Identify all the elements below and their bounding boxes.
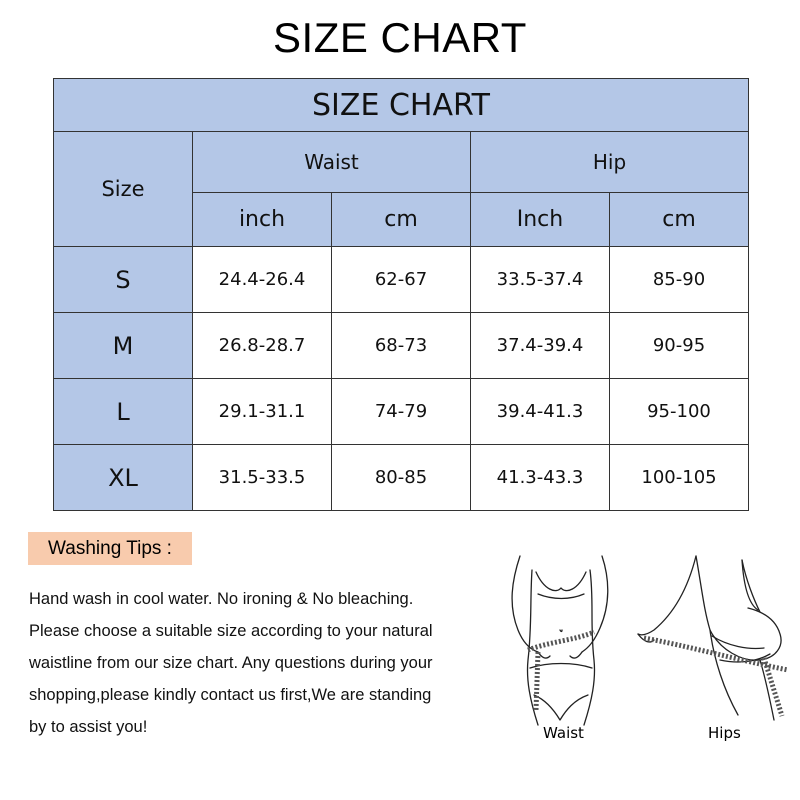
table-row bbox=[54, 445, 749, 511]
waist-inch-cell: 26.8-28.7 bbox=[193, 313, 332, 379]
waist-group-header: Waist bbox=[193, 132, 471, 193]
measurement-illustration bbox=[498, 550, 798, 750]
hips-label: Hips bbox=[708, 724, 741, 742]
table-row bbox=[54, 313, 749, 379]
hip-cm-cell: 100-105 bbox=[610, 445, 749, 511]
waist-inch-cell: 24.4-26.4 bbox=[193, 247, 332, 313]
hip-inch-cell: 41.3-43.3 bbox=[471, 445, 610, 511]
page-title: SIZE CHART bbox=[273, 14, 527, 61]
waist-cm-cell: 80-85 bbox=[332, 445, 471, 511]
hip-inch-cell: 37.4-39.4 bbox=[471, 313, 610, 379]
hip-inch-cell: 39.4-41.3 bbox=[471, 379, 610, 445]
hip-cm-cell: 90-95 bbox=[610, 313, 749, 379]
unit-header-hip-inch: Inch bbox=[471, 193, 610, 247]
table-title: SIZE CHART bbox=[54, 79, 749, 132]
size-cell: XL bbox=[54, 445, 193, 511]
waist-label: Waist bbox=[543, 724, 584, 742]
tips-line: waistline from our size chart. Any questions during your bbox=[29, 654, 433, 672]
hips-tape-icon bbox=[644, 638, 788, 716]
table-row bbox=[54, 379, 749, 445]
tips-line: Hand wash in cool water. No ironing & No bleaching. bbox=[29, 590, 414, 608]
tips-line: Please choose a suitable size according to your natural bbox=[29, 622, 433, 640]
unit-header-waist-cm: cm bbox=[332, 193, 471, 247]
washing-tips-text bbox=[29, 583, 489, 743]
size-header: Size bbox=[54, 132, 193, 247]
size-cell: M bbox=[54, 313, 193, 379]
hip-inch-cell: 33.5-37.4 bbox=[471, 247, 610, 313]
waist-tape-icon bbox=[528, 632, 594, 710]
waist-inch-cell: 29.1-31.1 bbox=[193, 379, 332, 445]
hips-figure-icon bbox=[638, 556, 781, 720]
washing-tips-label: Washing Tips : bbox=[28, 532, 192, 565]
waist-inch-cell: 31.5-33.5 bbox=[193, 445, 332, 511]
unit-header-hip-cm: cm bbox=[610, 193, 749, 247]
hip-cm-cell: 95-100 bbox=[610, 379, 749, 445]
hip-cm-cell: 85-90 bbox=[610, 247, 749, 313]
tips-line: by to assist you! bbox=[29, 718, 148, 736]
unit-header-waist-inch: inch bbox=[193, 193, 332, 247]
size-cell: S bbox=[54, 247, 193, 313]
waist-cm-cell: 62-67 bbox=[332, 247, 471, 313]
tips-line: shopping,please kindly contact us first,We are standing bbox=[29, 686, 432, 704]
size-chart-table bbox=[53, 78, 749, 511]
table-row bbox=[54, 247, 749, 313]
size-cell: L bbox=[54, 379, 193, 445]
hip-group-header: Hip bbox=[471, 132, 749, 193]
waist-cm-cell: 74-79 bbox=[332, 379, 471, 445]
waist-cm-cell: 68-73 bbox=[332, 313, 471, 379]
